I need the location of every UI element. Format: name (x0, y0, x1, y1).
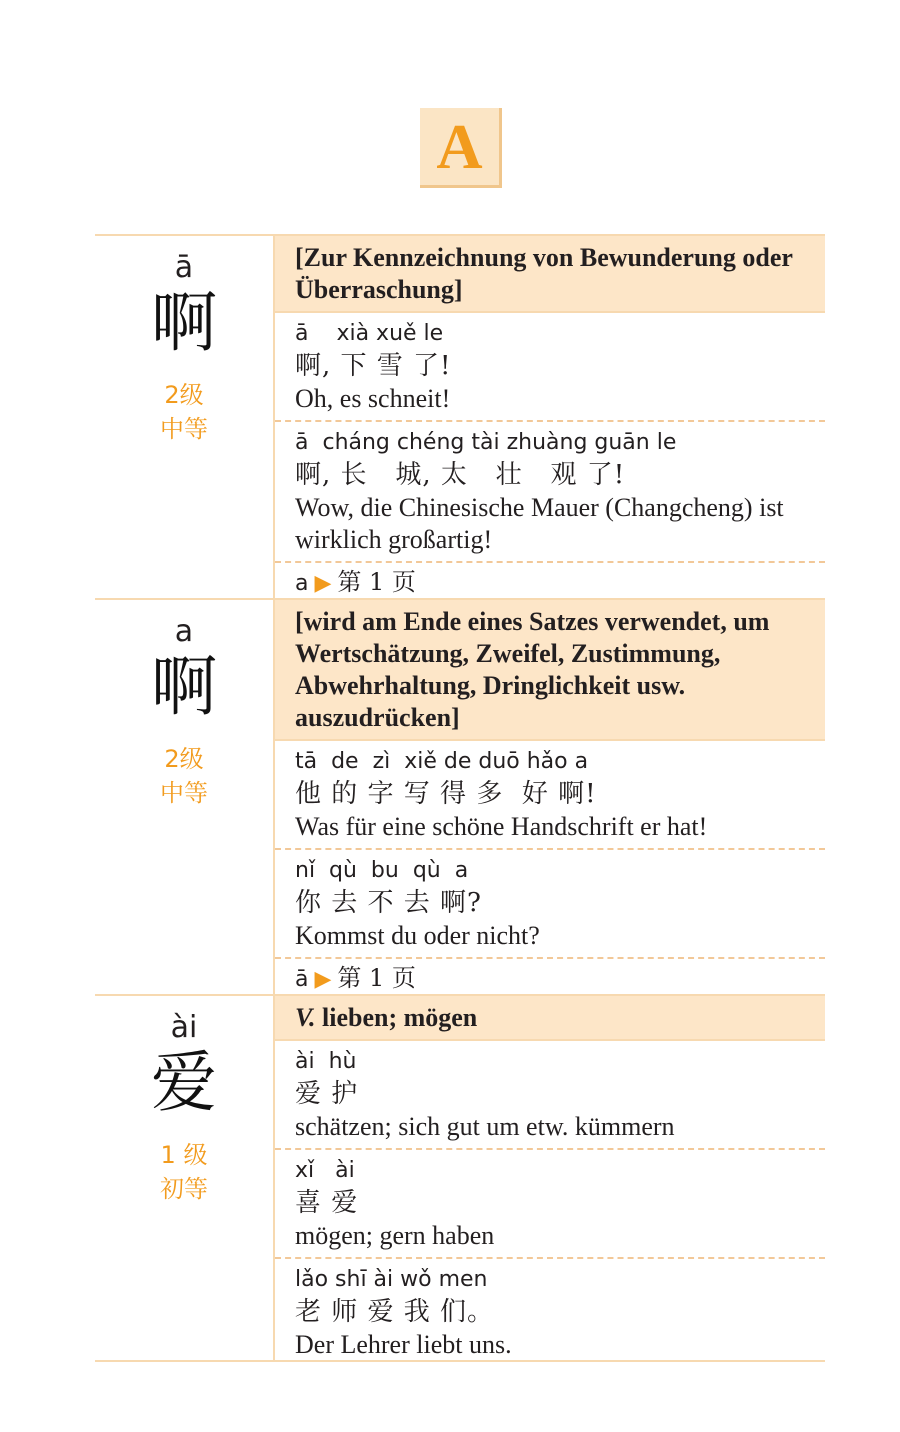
headword-pinyin: ài (170, 1010, 198, 1045)
headword-pinyin: ā (174, 250, 194, 285)
example-german: Wow, die Chinesische Mauer (Changcheng) ist wirklich großartig! (295, 493, 784, 554)
entry-ai (95, 994, 825, 1362)
headword-hanzi: 啊 (151, 648, 217, 725)
hsk-level: 2级 (164, 381, 204, 409)
example-hanzi: 啊, 下 雪 了! (295, 351, 452, 381)
entry-body (275, 600, 825, 994)
headword-pinyin: a (174, 614, 194, 649)
headword-column (95, 236, 275, 598)
example-german: mögen; gern haben (295, 1221, 495, 1250)
example-german: Kommst du oder nicht? (295, 921, 540, 950)
section-letter: A (436, 110, 483, 182)
example-pinyin: lǎo shī ài wǒ men (295, 1267, 488, 1292)
example-pinyin: ā cháng chéng tài zhuàng guān le (295, 430, 677, 455)
grade-label: 中等 (160, 779, 208, 807)
reference-pinyin: a (295, 571, 309, 596)
definition: [Zur Kennzeichnung von Bewunderung oder Überraschung] (275, 236, 825, 313)
entry-body (275, 996, 825, 1360)
entry-body (275, 236, 825, 598)
dictionary-entries (95, 234, 825, 1362)
cross-reference[interactable] (275, 959, 825, 999)
example (275, 422, 825, 563)
headword-column (95, 600, 275, 994)
definition: [wird am Ende eines Satzes verwendet, um Wertschätzung, Zweifel, Zustimmung, Abwehrhaltung, Dringlichkeit usw. auszudrücken] (275, 600, 825, 741)
example-hanzi: 他 的 字 写 得 多 好 啊! (295, 779, 597, 809)
example-hanzi: 你 去 不 去 啊? (295, 888, 482, 918)
example (275, 1150, 825, 1259)
example-german: Was für eine schöne Handschrift er hat! (295, 812, 708, 841)
part-of-speech: V. (295, 1003, 316, 1032)
section-letter-box (420, 108, 502, 188)
triangle-arrow-icon: ▶ (314, 571, 332, 596)
entry-a-neutral-tone (95, 598, 825, 994)
grade-label: 初等 (160, 1175, 208, 1203)
example-pinyin: ā xià xuě le (295, 321, 444, 346)
definition-text: lieben; mögen (322, 1003, 478, 1032)
headword-hanzi: 啊 (151, 284, 217, 361)
example-pinyin: xǐ ài (295, 1158, 355, 1183)
cross-reference[interactable] (275, 563, 825, 603)
headword-column (95, 996, 275, 1360)
example-pinyin: tā de zì xiě de duō hǎo a (295, 749, 589, 774)
reference-page: 第 1 页 (337, 964, 416, 992)
example-hanzi: 啊, 长 城, 太 壮 观 了! (295, 460, 626, 490)
example-pinyin: nǐ qù bu qù a (295, 858, 469, 883)
example-hanzi: 老 师 爱 我 们。 (295, 1297, 495, 1327)
example-german: Der Lehrer liebt uns. (295, 1330, 512, 1359)
example (275, 1041, 825, 1150)
headword-hanzi: 爱 (151, 1044, 217, 1121)
example (275, 1259, 825, 1366)
reference-pinyin: ā (295, 967, 309, 992)
example-pinyin: ài hù (295, 1049, 357, 1074)
example (275, 850, 825, 959)
example-hanzi: 爱 护 (295, 1079, 359, 1109)
definition (275, 996, 825, 1041)
triangle-arrow-icon: ▶ (314, 967, 332, 992)
entry-a-first-tone (95, 234, 825, 598)
grade-label: 中等 (160, 415, 208, 443)
example (275, 313, 825, 422)
hsk-level: 1 级 (160, 1141, 208, 1169)
example-hanzi: 喜 爱 (295, 1188, 359, 1218)
example-german: Oh, es schneit! (295, 384, 451, 413)
example (275, 741, 825, 850)
example-german: schätzen; sich gut um etw. kümmern (295, 1112, 675, 1141)
reference-page: 第 1 页 (337, 568, 416, 596)
hsk-level: 2级 (164, 745, 204, 773)
